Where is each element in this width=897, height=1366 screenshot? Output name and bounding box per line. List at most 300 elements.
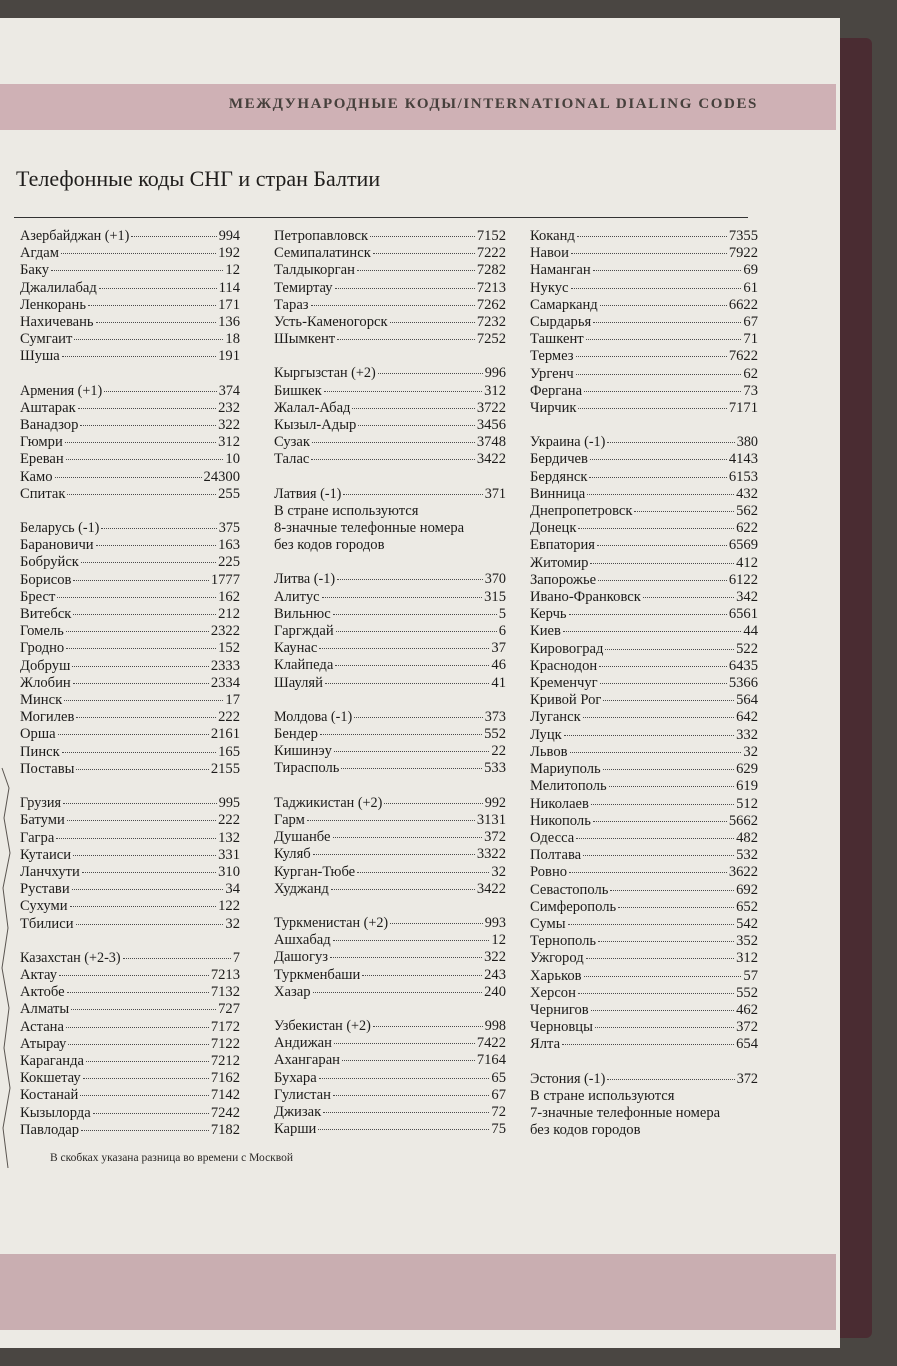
city-row <box>530 228 758 245</box>
city-row <box>530 641 758 658</box>
dot-leader <box>643 597 734 598</box>
city-name: Ванадзор <box>20 417 79 434</box>
dot-leader <box>595 1027 734 1028</box>
city-row <box>274 846 506 863</box>
city-code: 65 <box>491 1069 506 1086</box>
city-code: 7164 <box>476 1052 506 1069</box>
dot-leader <box>586 958 734 959</box>
city-code: 7922 <box>728 245 758 262</box>
dot-leader <box>67 494 216 495</box>
city-row <box>530 589 758 606</box>
city-row <box>530 606 758 623</box>
city-name: Тбилиси <box>20 915 74 932</box>
city-name: Симферополь <box>530 898 617 915</box>
city-name: Бендер <box>274 726 318 743</box>
dot-leader <box>318 1129 489 1130</box>
city-code: 3322 <box>476 846 506 863</box>
city-row <box>530 916 758 933</box>
city-name: Мелитополь <box>530 778 607 795</box>
country-name: Узбекистан (+2) <box>274 1017 371 1034</box>
country-name: Армения (+1) <box>20 382 103 399</box>
country-row <box>274 915 506 932</box>
city-name: Кременчуг <box>530 675 598 692</box>
country-section <box>274 1018 506 1138</box>
city-code: 692 <box>736 881 758 898</box>
country-note-line: В стране используются <box>530 1087 675 1104</box>
city-row <box>274 984 506 1001</box>
title-rule <box>14 217 748 218</box>
city-row <box>20 245 240 262</box>
country-code: 998 <box>484 1017 506 1034</box>
city-code: 44 <box>743 623 758 640</box>
dot-leader <box>62 752 216 753</box>
dot-leader <box>82 872 216 873</box>
dot-leader <box>88 305 216 306</box>
country-section <box>274 795 506 898</box>
city-row <box>274 932 506 949</box>
city-name: Клайпеда <box>274 657 334 674</box>
city-code: 6622 <box>728 296 758 313</box>
column-1 <box>20 228 240 1156</box>
city-code: 163 <box>218 537 240 554</box>
city-code: 7122 <box>210 1035 240 1052</box>
city-name: Наманган <box>530 262 591 279</box>
dot-leader <box>74 339 223 340</box>
city-name: Петропавловск <box>274 228 369 244</box>
city-name: Днепропетровск <box>530 503 633 520</box>
city-name: Борисов <box>20 571 72 588</box>
country-row <box>274 571 506 588</box>
country-row <box>20 383 240 400</box>
city-name: Одесса <box>530 829 575 846</box>
city-code: 5366 <box>728 675 758 692</box>
city-row <box>274 434 506 451</box>
city-name: Кутаиси <box>20 846 72 863</box>
city-row <box>274 640 506 657</box>
dot-leader <box>320 734 482 735</box>
dot-leader <box>65 442 216 443</box>
country-row <box>274 1018 506 1035</box>
city-code: 6561 <box>728 606 758 623</box>
city-code: 7282 <box>476 262 506 279</box>
city-name: Жлобин <box>20 674 71 691</box>
city-code: 312 <box>218 434 240 451</box>
country-code: 995 <box>218 795 240 812</box>
city-row <box>20 623 240 640</box>
city-code: 24300 <box>203 468 240 485</box>
city-name: Баку <box>20 262 50 279</box>
dot-leader <box>584 976 742 977</box>
dot-leader <box>618 907 734 908</box>
dot-leader <box>68 1044 208 1045</box>
city-row <box>530 572 758 589</box>
dot-leader <box>564 735 734 736</box>
dot-leader <box>357 270 475 271</box>
city-code: 312 <box>484 382 506 399</box>
city-row <box>20 692 240 709</box>
city-code: 75 <box>491 1121 506 1138</box>
city-name: Талас <box>274 451 310 468</box>
country-section <box>530 228 758 417</box>
column-2 <box>274 228 506 1155</box>
city-name: Шауляй <box>274 674 323 691</box>
city-code: 62 <box>743 365 758 382</box>
city-name: Чернигов <box>530 1001 589 1018</box>
city-name: Бердянск <box>530 468 588 485</box>
city-row <box>530 864 758 881</box>
city-name: Могилев <box>20 709 75 726</box>
dot-leader <box>569 872 727 873</box>
city-code: 6569 <box>728 537 758 554</box>
city-name: Чирчик <box>530 400 577 417</box>
city-row <box>530 1019 758 1036</box>
city-name: Шуша <box>20 348 60 365</box>
city-name: Каунас <box>274 640 318 657</box>
city-code: 10 <box>225 451 240 468</box>
dot-leader <box>76 924 224 925</box>
city-name: Ивано-Франковск <box>530 589 641 606</box>
dot-leader <box>311 459 474 460</box>
city-code: 332 <box>736 726 758 743</box>
city-name: Гюмри <box>20 434 63 451</box>
city-row <box>20 1122 240 1139</box>
city-code: 7162 <box>210 1070 240 1087</box>
dot-leader <box>86 1061 209 1062</box>
city-name: Темиртау <box>274 279 333 296</box>
city-code: 6435 <box>728 657 758 674</box>
country-name: Украина (-1) <box>530 434 606 451</box>
city-row <box>530 709 758 726</box>
city-code: 71 <box>743 331 758 348</box>
dot-leader <box>583 717 734 718</box>
dot-leader <box>334 1043 475 1044</box>
dot-leader <box>578 993 734 994</box>
column-3 <box>530 228 758 1156</box>
dot-leader <box>78 408 216 409</box>
city-code: 562 <box>736 503 758 520</box>
country-note-line: 8-значные телефонные номера <box>274 520 465 537</box>
city-row <box>20 916 240 933</box>
dot-leader <box>576 356 727 357</box>
city-row <box>274 1070 506 1087</box>
city-name: Алитус <box>274 588 320 605</box>
city-name: Севастополь <box>530 881 609 898</box>
dot-leader <box>384 803 482 804</box>
city-code: 532 <box>736 847 758 864</box>
country-row <box>274 709 506 726</box>
city-code: 191 <box>218 348 240 365</box>
city-name: Дашогуз <box>274 949 329 966</box>
city-name: Орша <box>20 726 56 743</box>
city-name: Ялта <box>530 1036 561 1053</box>
city-row <box>530 985 758 1002</box>
city-code: 7213 <box>210 966 240 983</box>
country-code: 7 <box>232 949 240 966</box>
city-code: 255 <box>218 485 240 502</box>
dot-leader <box>337 579 483 580</box>
dot-leader <box>333 837 483 838</box>
dot-leader <box>73 855 216 856</box>
dot-leader <box>319 648 489 649</box>
dot-leader <box>591 1010 734 1011</box>
dot-leader <box>576 838 734 839</box>
city-name: Усть-Каменогорск <box>274 314 388 331</box>
city-name: Никополь <box>530 812 591 829</box>
city-code: 171 <box>218 296 240 313</box>
city-code: 7262 <box>476 296 506 313</box>
city-name: Рустави <box>20 881 70 898</box>
dot-leader <box>342 1060 475 1061</box>
dot-leader <box>70 906 217 907</box>
city-row <box>20 451 240 468</box>
country-code: 373 <box>484 708 506 725</box>
city-code: 652 <box>736 898 758 915</box>
dot-leader <box>324 391 482 392</box>
city-name: Атырау <box>20 1035 67 1052</box>
city-code: 7152 <box>476 228 506 244</box>
city-code: 32 <box>225 915 240 932</box>
dot-leader <box>333 614 497 615</box>
dot-leader <box>333 940 490 941</box>
country-row <box>20 795 240 812</box>
city-row <box>530 658 758 675</box>
city-row <box>274 400 506 417</box>
city-row <box>20 881 240 898</box>
city-code: 222 <box>218 812 240 829</box>
city-name: Гулистан <box>274 1086 331 1103</box>
city-code: 342 <box>736 589 758 606</box>
dot-leader <box>101 528 216 529</box>
country-section <box>20 383 240 503</box>
city-row <box>20 589 240 606</box>
city-code: 372 <box>484 829 506 846</box>
city-row <box>530 933 758 950</box>
dot-leader <box>597 545 727 546</box>
city-row <box>20 486 240 503</box>
country-section <box>530 1071 758 1140</box>
country-name: Литва (-1) <box>274 571 336 588</box>
city-name: Талдыкорган <box>274 262 355 279</box>
city-code: 3131 <box>476 811 506 828</box>
city-code: 7232 <box>476 314 506 331</box>
dot-leader <box>80 425 216 426</box>
city-name: Ташкент <box>530 331 584 348</box>
city-name: Астана <box>20 1018 64 1035</box>
country-code: 994 <box>218 228 240 244</box>
city-code: 7422 <box>476 1035 506 1052</box>
city-code: 232 <box>218 399 240 416</box>
city-code: 619 <box>736 778 758 795</box>
city-row <box>274 245 506 262</box>
city-row <box>530 968 758 985</box>
dot-leader <box>73 580 208 581</box>
country-row <box>274 795 506 812</box>
city-row <box>274 1035 506 1052</box>
city-row <box>530 314 758 331</box>
dot-leader <box>59 975 209 976</box>
city-code: 67 <box>491 1086 506 1103</box>
city-row <box>530 623 758 640</box>
city-code: 3722 <box>476 399 506 416</box>
city-name: Нахичевань <box>20 314 94 331</box>
country-note-line: В стране используются <box>274 502 419 519</box>
dot-leader <box>73 683 209 684</box>
dot-leader <box>569 614 727 615</box>
city-row <box>20 417 240 434</box>
country-name: Беларусь (-1) <box>20 520 100 537</box>
city-code: 622 <box>736 520 758 537</box>
country-note-line: без кодов городов <box>530 1122 641 1139</box>
city-row <box>530 245 758 262</box>
city-code: 72 <box>491 1103 506 1120</box>
dot-leader <box>610 890 734 891</box>
city-row <box>274 606 506 623</box>
country-section <box>274 915 506 1001</box>
dot-leader <box>81 562 216 563</box>
city-name: Кишинэу <box>274 743 332 760</box>
dot-leader <box>598 941 734 942</box>
dot-leader <box>352 408 474 409</box>
city-code: 512 <box>736 795 758 812</box>
city-name: Ужгород <box>530 950 584 967</box>
city-name: Андижан <box>274 1035 332 1052</box>
city-code: 41 <box>491 674 506 691</box>
country-section <box>274 709 506 778</box>
dot-leader <box>571 253 727 254</box>
city-row <box>530 537 758 554</box>
city-row <box>20 314 240 331</box>
city-name: Ереван <box>20 451 64 468</box>
city-code: 7171 <box>728 400 758 417</box>
dot-leader <box>336 631 497 632</box>
dot-leader <box>587 494 734 495</box>
city-row <box>530 555 758 572</box>
dot-leader <box>64 700 223 701</box>
dot-leader <box>335 665 489 666</box>
city-row <box>20 984 240 1001</box>
city-name: Алматы <box>20 1001 70 1018</box>
city-name: Луганск <box>530 709 581 726</box>
city-code: 3622 <box>728 864 758 881</box>
city-name: Бухара <box>274 1069 317 1086</box>
dot-leader <box>373 253 475 254</box>
city-row <box>530 950 758 967</box>
dot-leader <box>593 821 727 822</box>
dot-leader <box>605 649 734 650</box>
city-code: 322 <box>484 949 506 966</box>
city-name: Камо <box>20 468 53 485</box>
dot-leader <box>81 1130 209 1131</box>
dot-leader <box>590 459 727 460</box>
city-code: 7172 <box>210 1018 240 1035</box>
city-row <box>530 830 758 847</box>
country-row <box>530 1071 758 1088</box>
city-row <box>530 847 758 864</box>
city-name: Донецк <box>530 520 577 537</box>
city-code: 32 <box>491 863 506 880</box>
city-row <box>274 383 506 400</box>
city-row <box>530 882 758 899</box>
city-name: Поставы <box>20 760 75 777</box>
city-code: 372 <box>736 1019 758 1036</box>
dot-leader <box>334 751 489 752</box>
city-name: Гарм <box>274 811 305 828</box>
city-code: 3422 <box>476 880 506 897</box>
city-row <box>530 400 758 417</box>
city-code: 69 <box>743 262 758 279</box>
city-code: 7132 <box>210 984 240 1001</box>
city-name: Добруш <box>20 657 71 674</box>
city-code: 114 <box>218 279 240 296</box>
city-name: Вильнюс <box>274 605 331 622</box>
city-code: 3456 <box>476 417 506 434</box>
city-name: Сумгаит <box>20 331 73 348</box>
city-code: 2334 <box>210 674 240 691</box>
city-name: Ахангаран <box>274 1052 340 1069</box>
city-name: Навои <box>530 245 569 262</box>
city-name: Джалилабад <box>20 279 97 296</box>
city-row <box>20 675 240 692</box>
dot-leader <box>584 391 741 392</box>
country-code: 375 <box>218 520 240 537</box>
city-name: Костанай <box>20 1087 79 1104</box>
dot-leader <box>354 717 483 718</box>
city-code: 642 <box>736 709 758 726</box>
city-row <box>20 554 240 571</box>
city-code: 2155 <box>210 760 240 777</box>
country-name: Кыргызстан (+2) <box>274 365 376 382</box>
dot-leader <box>578 528 734 529</box>
city-code: 727 <box>218 1001 240 1018</box>
dot-leader <box>66 631 209 632</box>
dot-leader <box>343 494 482 495</box>
city-code: 22 <box>491 743 506 760</box>
dot-leader <box>607 1079 734 1080</box>
city-name: Павлодар <box>20 1121 80 1138</box>
city-name: Фергана <box>530 382 583 399</box>
city-row <box>530 1002 758 1019</box>
country-section <box>274 571 506 691</box>
city-code: 432 <box>736 485 758 502</box>
city-code: 17 <box>225 692 240 709</box>
city-name: Сырдарья <box>530 314 592 331</box>
city-code: 542 <box>736 915 758 932</box>
dot-leader <box>61 253 216 254</box>
dot-leader <box>568 924 735 925</box>
city-name: Карши <box>274 1121 317 1138</box>
dot-leader <box>72 666 208 667</box>
city-code: 552 <box>484 726 506 743</box>
dot-leader <box>583 855 734 856</box>
city-row <box>274 812 506 829</box>
city-row <box>20 262 240 279</box>
country-name: Туркменистан (+2) <box>274 914 389 931</box>
dot-leader <box>390 923 483 924</box>
city-row <box>274 760 506 777</box>
footer-band <box>0 1254 836 1330</box>
dot-leader <box>600 305 727 306</box>
city-name: Гагра <box>20 829 55 846</box>
city-name: Сузак <box>274 434 310 451</box>
city-row <box>530 778 758 795</box>
city-row <box>530 331 758 348</box>
city-name: Шымкент <box>274 331 336 348</box>
city-code: 7242 <box>210 1104 240 1121</box>
city-code: 165 <box>218 743 240 760</box>
dot-leader <box>83 1078 209 1079</box>
city-name: Самарканд <box>530 296 598 313</box>
city-code: 222 <box>218 709 240 726</box>
